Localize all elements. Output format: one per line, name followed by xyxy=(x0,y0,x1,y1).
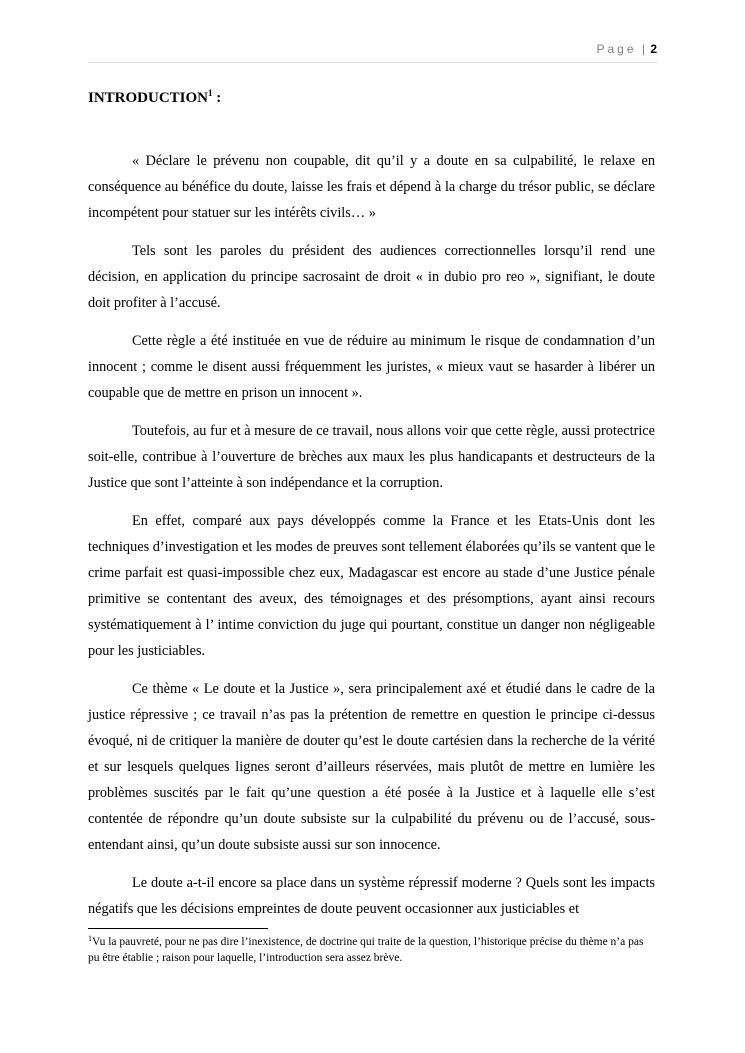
footnote-divider xyxy=(88,928,268,929)
section-title xyxy=(88,88,221,108)
paragraph-4: Toutefois, au fur et à mesure de ce travail, nous allons voir que cette règle, aussi protectrice soit-elle, contribue à l’ouverture de brèches aux maux les plus handicapants et destructeurs de la Justice que sont l’atteinte à son indépendance et la corruption. xyxy=(88,423,655,491)
page-number: 2 xyxy=(650,42,657,56)
page-header xyxy=(88,40,657,63)
paragraph-5: En effet, comparé aux pays développés comme la France et les Etats-Unis dont les techniques d’investigation et les modes de preuves sont tellement élaborées qu’ils se vantent que le crime parfait est quasi-impossible chez eux, Madagascar est encore au stade d’une Justice pénale primitive se contentant des aveux, des témoignages et des présomptions, ayant ainsi recours systématiquement à l’ intime conviction du juge qui pourtant, constitue un danger non négligeable pour les justiciables. xyxy=(88,513,655,659)
section-title-suffix: : xyxy=(212,90,222,106)
footnote-reference[interactable]: 1 xyxy=(208,88,213,98)
page-label: Page xyxy=(596,42,637,56)
page-separator: | xyxy=(641,42,645,56)
footnote-number: 1 xyxy=(88,934,92,943)
footnote xyxy=(88,934,655,966)
body-text xyxy=(88,148,655,934)
paragraph-1: « Déclare le prévenu non coupable, dit qu’il y a doute en sa culpabilité, le relaxe en conséquence au bénéfice du doute, laisse les frais et dépend à la charge du trésor public, se déclare incompétent pour statuer sur les intérêts civils… » xyxy=(88,153,655,221)
paragraph-2: Tels sont les paroles du président des audiences correctionnelles lorsqu’il rend une décision, en application du principe sacrosaint de droit « in dubio pro reo », signifiant, le doute doit profiter à l’accusé. xyxy=(88,243,655,311)
section-title-text: INTRODUCTION xyxy=(88,90,209,106)
paragraph-7: Le doute a-t-il encore sa place dans un système répressif moderne ? Quels sont les impacts négatifs que les décisions empreintes de doute peuvent occasionner aux justiciables et xyxy=(88,875,655,917)
footnote-text: Vu la pauvreté, pour ne pas dire l’inexistence, de doctrine qui traite de la question, l’historique précise du thème n’a pas pu être établie ; raison pour laquelle, l’introduction sera assez brève. xyxy=(88,936,644,964)
paragraph-6: Ce thème « Le doute et la Justice », sera principalement axé et étudié dans le cadre de la justice répressive ; ce travail n’as pas la prétention de remettre en question le principe ci-dessus évoqué, ni de critiquer la manière de douter qu’est le doute cartésien dans la recherche de la vérité et sur lesquels quelques lignes seront d’ailleurs réservées, mais plutôt de mettre en lumière les problèmes suscités par le fait qu’une question a été posée à la Justice et à laquelle elle s’est contentée de répondre qu’un doute subsiste sur la culpabilité du prévenu ou de l’accusé, sous-entendant ainsi, qu’un doute subsiste aussi sur son innocence. xyxy=(88,681,655,853)
paragraph-3: Cette règle a été instituée en vue de réduire au minimum le risque de condamnation d’un innocent ; comme le disent aussi fréquemment les juristes, « mieux vaut se hasarder à libérer un coupable que de mettre en prison un innocent ». xyxy=(88,333,655,401)
